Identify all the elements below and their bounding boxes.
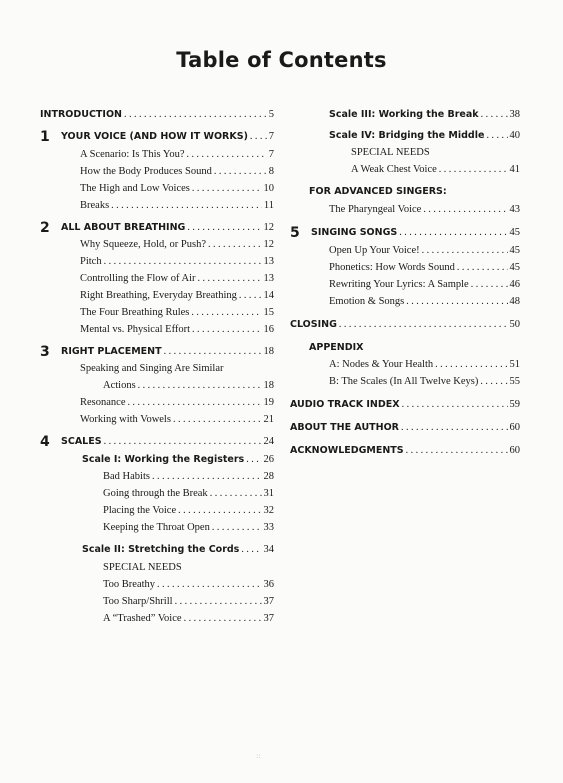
leader-dots — [406, 443, 508, 459]
toc-entry — [290, 317, 520, 333]
toc-entry-title: Scale III: Working the Break — [329, 109, 479, 120]
leader-dots — [423, 202, 507, 218]
toc-entry — [309, 184, 520, 200]
toc-page-number: 32 — [263, 505, 274, 516]
toc-entry-title: Resonance — [80, 397, 126, 408]
leader-dots — [173, 412, 262, 428]
toc-page-number: 11 — [263, 200, 274, 211]
leader-dots — [187, 147, 267, 163]
chapter-number: 1 — [40, 129, 50, 145]
toc-entry — [329, 260, 520, 276]
toc-entry — [80, 395, 274, 411]
leader-dots — [127, 395, 261, 411]
toc-entry-title: Phonetics: How Words Sound — [329, 262, 455, 273]
toc-entry — [329, 357, 520, 373]
toc-entry-title: SPECIAL NEEDS — [351, 147, 430, 158]
toc-page-number: 28 — [263, 471, 274, 482]
toc-entry — [329, 294, 520, 310]
leader-dots — [212, 520, 262, 536]
toc-entry — [80, 147, 274, 163]
toc-page-number: 40 — [509, 130, 520, 141]
toc-entry-title: Placing the Voice — [103, 505, 177, 516]
leader-dots — [406, 294, 507, 310]
toc-page-number: 36 — [263, 579, 274, 590]
toc-entry — [103, 503, 274, 519]
toc-page-number: 45 — [509, 227, 520, 238]
toc-entry-title: RIGHT PLACEMENT — [61, 346, 162, 357]
toc-entry-title: Controlling the Flow of Air — [80, 273, 196, 284]
leader-dots — [250, 129, 267, 145]
toc-entry — [80, 412, 274, 428]
toc-entry-title: ALL ABOUT BREATHING — [61, 222, 186, 233]
toc-entry — [80, 181, 274, 197]
toc-page-number: 10 — [263, 183, 274, 194]
leader-dots — [241, 542, 261, 558]
toc-entry — [80, 305, 274, 321]
leader-dots — [152, 469, 262, 485]
toc-entry — [351, 145, 520, 161]
toc-entry — [82, 452, 274, 468]
toc-entry — [80, 322, 274, 338]
toc-entry — [329, 128, 520, 144]
toc-entry — [351, 162, 520, 178]
toc-entry — [329, 243, 520, 259]
toc-entry — [329, 277, 520, 293]
toc-entry-title: Too Sharp/Shrill — [103, 596, 173, 607]
toc-entry — [290, 443, 520, 459]
toc-page-number: 38 — [509, 109, 520, 120]
toc-entry — [40, 129, 274, 145]
leader-dots — [422, 243, 508, 259]
leader-dots — [191, 305, 261, 321]
toc-entry — [329, 374, 520, 390]
toc-page-number: 13 — [263, 256, 274, 267]
toc-page-number: 24 — [263, 436, 274, 447]
toc-page-number: 7 — [268, 131, 274, 142]
toc-entry-title: ABOUT THE AUTHOR — [290, 422, 399, 433]
leader-dots — [399, 225, 507, 241]
leader-dots — [214, 164, 267, 180]
toc-entry — [80, 198, 274, 214]
toc-entry-title: SPECIAL NEEDS — [103, 562, 182, 573]
leader-dots — [192, 322, 261, 338]
leader-dots — [175, 594, 262, 610]
toc-entry-title: Right Breathing, Everyday Breathing — [80, 290, 237, 301]
toc-entry-title: Too Breathy — [103, 579, 156, 590]
toc-entry-title: Bad Habits — [103, 471, 150, 482]
toc-page-number: 7 — [268, 149, 274, 160]
leader-dots — [439, 162, 508, 178]
toc-page-number: 21 — [263, 414, 274, 425]
toc-page-number: 15 — [263, 307, 274, 318]
toc-page-number: 59 — [509, 399, 520, 410]
toc-page-number: 34 — [263, 544, 274, 555]
toc-page-number: 13 — [263, 273, 274, 284]
toc-entry — [103, 577, 274, 593]
toc-entry-title: ACKNOWLEDGMENTS — [290, 445, 404, 456]
toc-entry-title: Working with Vowels — [80, 414, 171, 425]
chapter-number: 5 — [290, 225, 300, 241]
toc-entry-title: A Weak Chest Voice — [351, 164, 437, 175]
leader-dots — [111, 198, 262, 214]
toc-page-number: 60 — [509, 445, 520, 456]
toc-page-number: 46 — [509, 279, 520, 290]
toc-entry — [329, 107, 520, 123]
leader-dots — [246, 452, 261, 468]
toc-entry — [82, 542, 274, 558]
toc-page-number: 37 — [263, 613, 274, 624]
chapter-number: 2 — [40, 220, 50, 236]
toc-page-number: 55 — [509, 376, 520, 387]
chapter-number: 4 — [40, 434, 50, 450]
toc-page-number: 5 — [268, 109, 274, 120]
toc-entry-title: How the Body Produces Sound — [80, 166, 212, 177]
toc-page-number: 51 — [509, 359, 520, 370]
leader-dots — [471, 277, 508, 293]
toc-entry-title: AUDIO TRACK INDEX — [290, 399, 400, 410]
toc-entry-title: B: The Scales (In All Twelve Keys) — [329, 376, 479, 387]
toc-entry — [103, 594, 274, 610]
toc-entry-title: Pitch — [80, 256, 102, 267]
toc-entry — [290, 397, 520, 413]
toc-entry — [80, 271, 274, 287]
toc-entry — [309, 340, 520, 356]
toc-page-number: 45 — [509, 245, 520, 256]
leader-dots — [164, 344, 262, 360]
leader-dots — [239, 288, 262, 304]
toc-entry-title: Emotion & Songs — [329, 296, 405, 307]
toc-page-number: 33 — [263, 522, 274, 533]
leader-dots — [178, 503, 261, 519]
toc-entry — [80, 164, 274, 180]
toc-page-number: 31 — [263, 488, 274, 499]
toc-page-number: 60 — [509, 422, 520, 433]
leader-dots — [210, 486, 262, 502]
leader-dots — [480, 374, 507, 390]
toc-page-number: 18 — [263, 380, 274, 391]
toc-entry — [80, 361, 274, 377]
toc-entry-title: A “Trashed” Voice — [103, 613, 182, 624]
toc-entry — [80, 237, 274, 253]
toc-page-number: 45 — [509, 262, 520, 273]
toc-entry-title: CLOSING — [290, 319, 337, 330]
toc-page-number: 18 — [263, 346, 274, 357]
toc-entry-title: YOUR VOICE (AND HOW IT WORKS) — [61, 131, 248, 142]
toc-entry-title: SINGING SONGS — [311, 227, 398, 238]
toc-entry-title: A Scenario: Is This You? — [80, 149, 185, 160]
toc-entry-title: Going through the Break — [103, 488, 208, 499]
toc-entry-title: Why Squeeze, Hold, or Push? — [80, 239, 206, 250]
toc-entry-title: Open Up Your Voice! — [329, 245, 420, 256]
leader-dots — [339, 317, 508, 333]
toc-page-number: 48 — [509, 296, 520, 307]
toc-page-number: 26 — [263, 454, 274, 465]
toc-page-number: 43 — [509, 204, 520, 215]
toc-entry-title: A: Nodes & Your Health — [329, 359, 434, 370]
toc-page-number: 12 — [263, 222, 274, 233]
leader-dots — [208, 237, 262, 253]
toc-entry — [329, 202, 520, 218]
toc-entry — [40, 344, 274, 360]
leader-dots — [402, 397, 508, 413]
toc-entry — [103, 611, 274, 627]
toc-entry — [80, 288, 274, 304]
leader-dots — [198, 271, 262, 287]
toc-page-number: 8 — [268, 166, 274, 177]
leader-dots — [124, 107, 267, 123]
toc-entry-title: Keeping the Throat Open — [103, 522, 210, 533]
toc-entry-title: Mental vs. Physical Effort — [80, 324, 191, 335]
toc-page-number: 37 — [263, 596, 274, 607]
toc-page-number: 12 — [263, 239, 274, 250]
toc-page-number: 14 — [263, 290, 274, 301]
leader-dots — [157, 577, 261, 593]
leader-dots — [435, 357, 507, 373]
toc-entry — [103, 378, 274, 394]
page-title: Table of Contents — [176, 48, 387, 72]
toc-entry — [80, 254, 274, 270]
toc-entry-title: Scale II: Stretching the Cords — [82, 544, 240, 555]
leader-dots — [104, 254, 262, 270]
leader-dots — [481, 107, 508, 123]
toc-page-number: 50 — [509, 319, 520, 330]
leader-dots — [184, 611, 262, 627]
toc-entry-title: The Four Breathing Rules — [80, 307, 190, 318]
toc-entry-title: Scale IV: Bridging the Middle — [329, 130, 485, 141]
toc-entry-title: Scale I: Working the Registers — [82, 454, 245, 465]
chapter-number: 3 — [40, 344, 50, 360]
toc-entry-title: INTRODUCTION — [40, 109, 122, 120]
toc-entry-title: APPENDIX — [309, 342, 364, 353]
leader-dots — [486, 128, 507, 144]
toc-entry — [103, 520, 274, 536]
leader-dots — [187, 220, 261, 236]
toc-entry — [103, 560, 274, 576]
leader-dots — [192, 181, 262, 197]
scan-mark: :: — [256, 752, 261, 760]
toc-entry — [290, 420, 520, 436]
leader-dots — [401, 420, 508, 436]
leader-dots — [104, 434, 262, 450]
toc-page-number: 19 — [263, 397, 274, 408]
toc-entry — [103, 486, 274, 502]
leader-dots — [457, 260, 508, 276]
toc-entry-title: Actions — [103, 380, 136, 391]
toc-entry-title: Breaks — [80, 200, 110, 211]
toc-entry-title: Rewriting Your Lyrics: A Sample — [329, 279, 469, 290]
toc-entry-title: FOR ADVANCED SINGERS: — [309, 186, 447, 197]
toc-entry — [290, 225, 520, 241]
toc-page-number: 16 — [263, 324, 274, 335]
toc-entry-title: The Pharyngeal Voice — [329, 204, 422, 215]
toc-entry — [40, 107, 274, 123]
toc-entry — [40, 434, 274, 450]
leader-dots — [138, 378, 262, 394]
toc-entry-title: SCALES — [61, 436, 102, 447]
toc-entry — [103, 469, 274, 485]
toc-entry-title: The High and Low Voices — [80, 183, 190, 194]
toc-entry — [40, 220, 274, 236]
toc-page-number: 41 — [509, 164, 520, 175]
toc-entry-title: Speaking and Singing Are Similar — [80, 363, 224, 374]
